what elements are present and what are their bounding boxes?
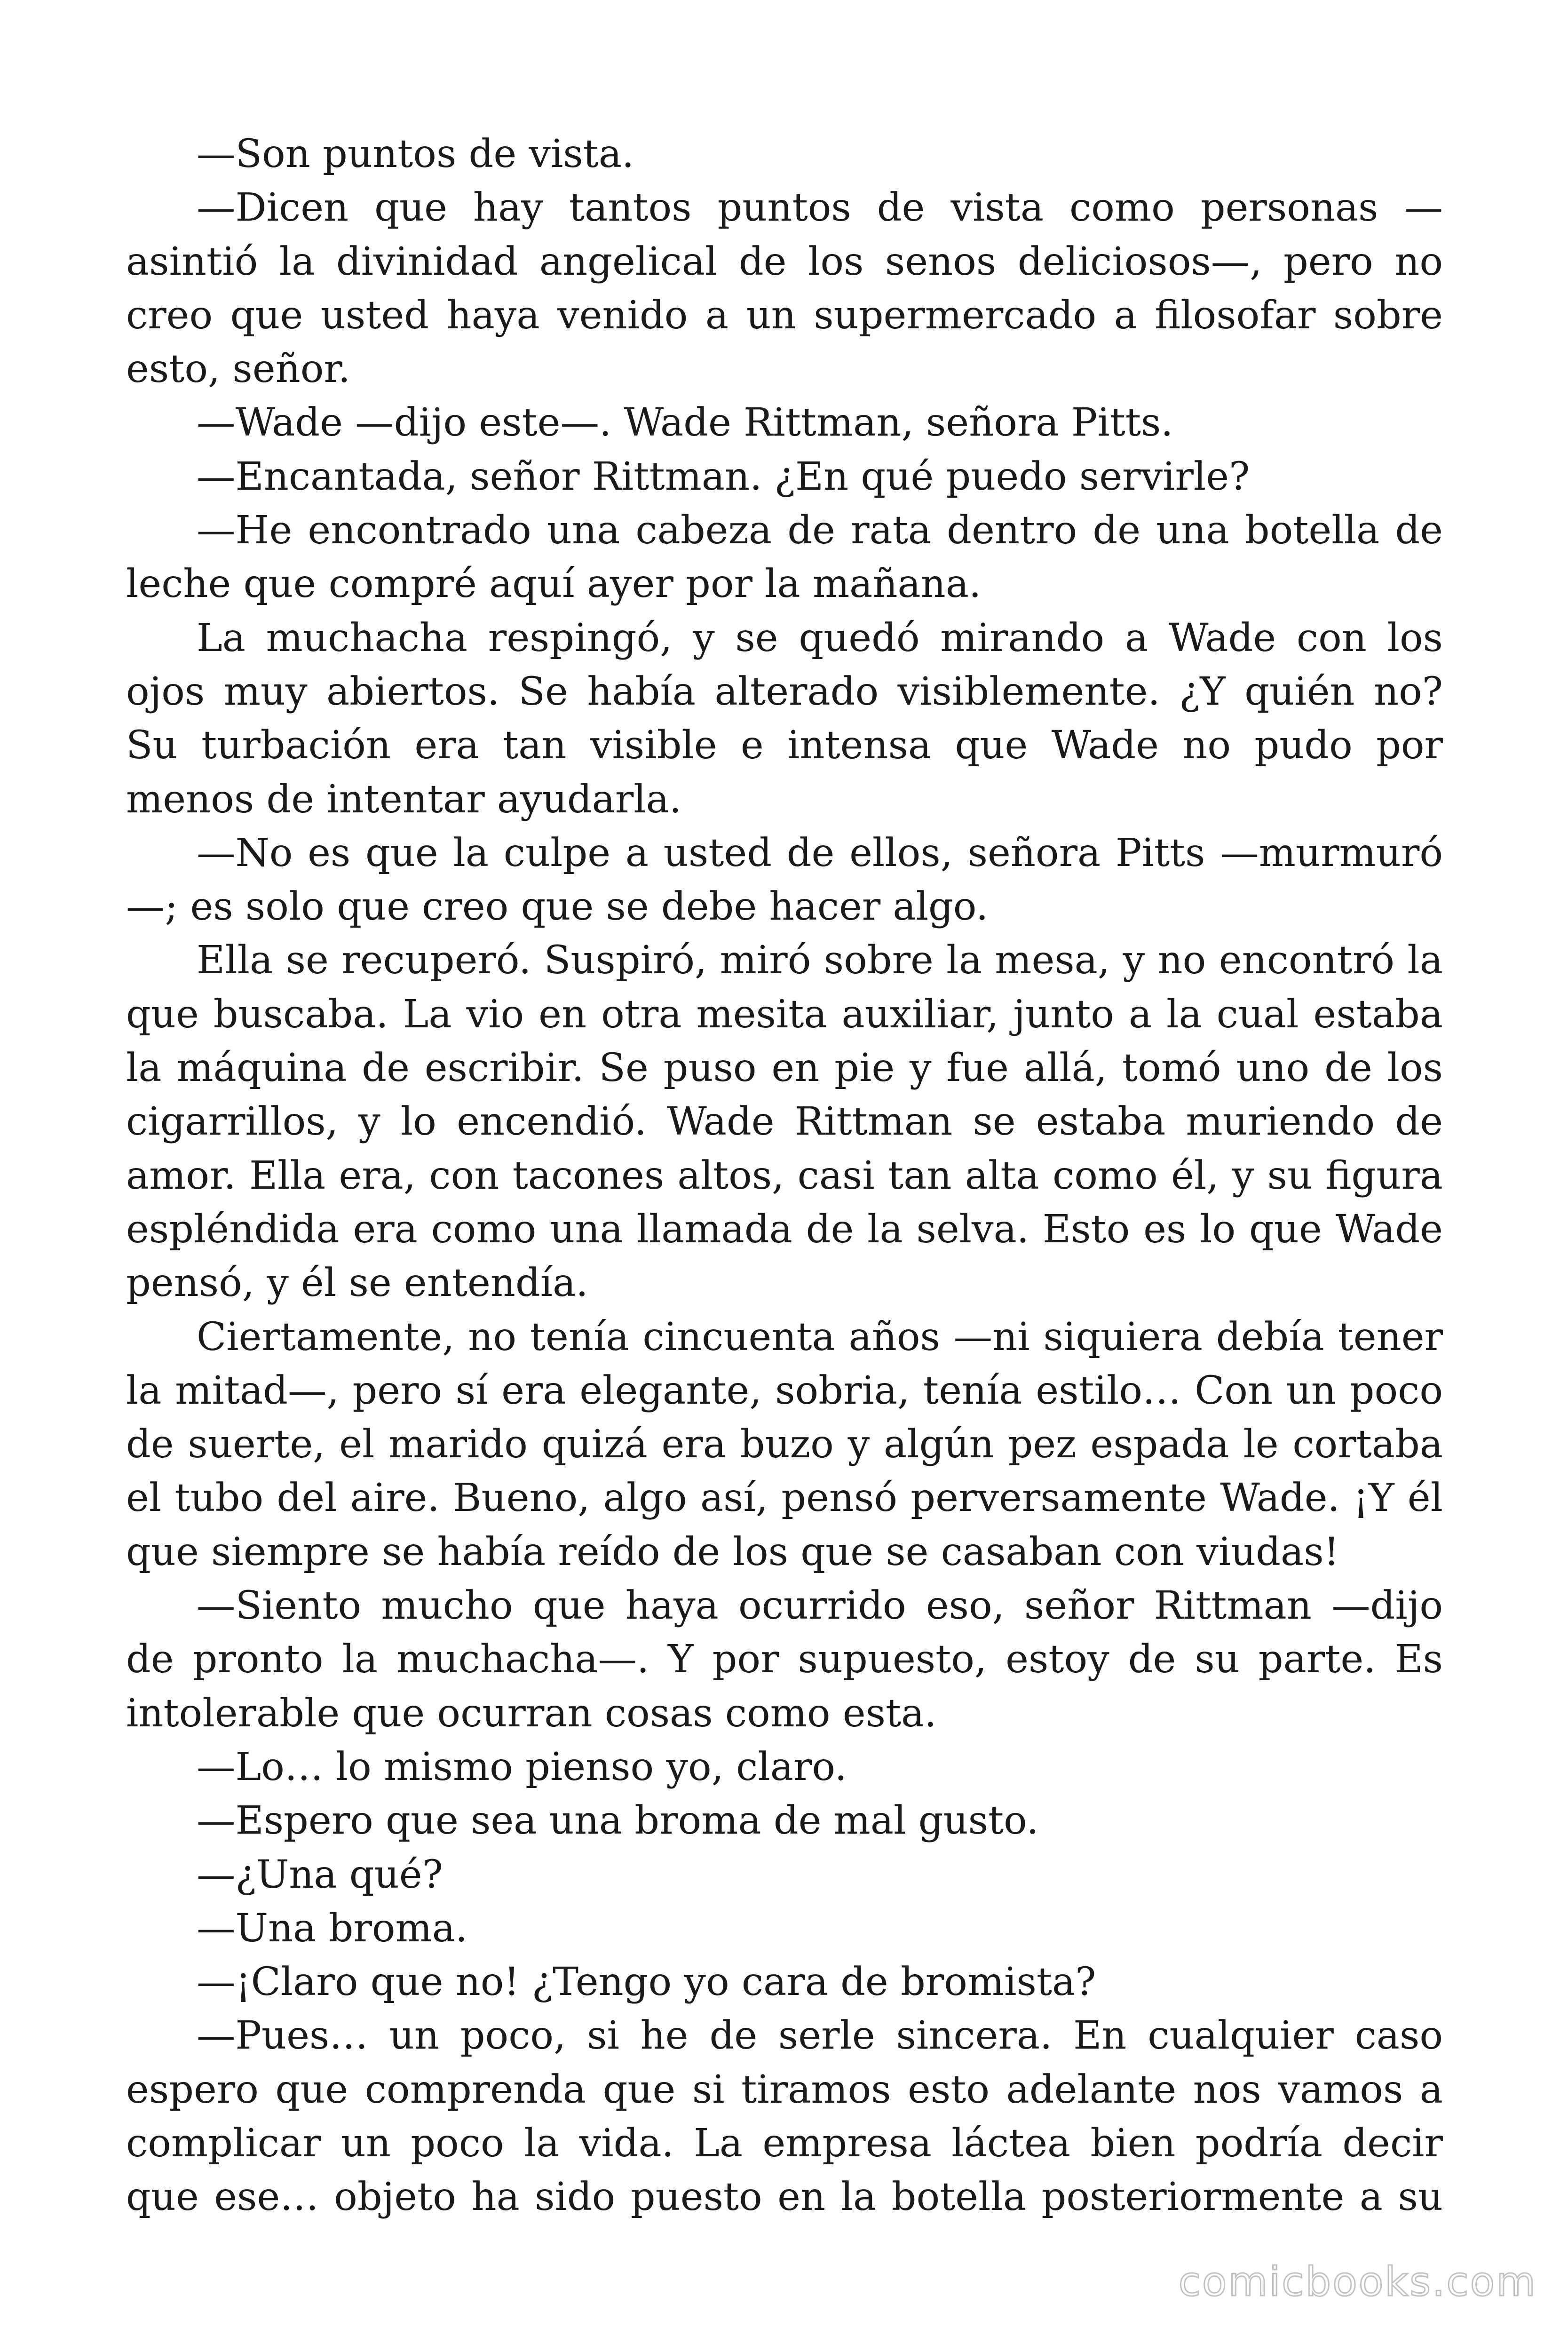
paragraph: —Wade —dijo este—. Wade Rittman, señora Pitts.	[197, 400, 1173, 445]
paragraph: —Lo… lo mismo pienso yo, claro.	[197, 1744, 847, 1789]
paragraph: —Dicen que hay tantos puntos de vista como personas —asintió la divinidad angelical de los senos deliciosos—, pero no creo que usted haya venido a un supermercado a filosofar sobre esto, señor.	[126, 185, 1443, 392]
paragraph: —Encantada, señor Rittman. ¿En qué puedo servirle?	[197, 453, 1250, 499]
watermark: comicbooks.com	[1178, 2258, 1537, 2305]
paragraph: Ciertamente, no tenía cincuenta años —ni siquiera debía tener la mitad—, pero sí era elegante, sobria, tenía estilo… Con un poco de suerte, el marido quizá era buzo y algún pez espada le cortaba el tubo del aire. Bueno, algo así, pensó perversamente Wade. ¡Y él que siempre se había reído de los que se casaban con viudas!	[126, 1314, 1443, 1574]
paragraph-continued: —Pues… un poco, si he de serle sincera. En cualquier caso espero que comprenda que si tiramos esto adelante nos vamos a complicar un poco la vida. La empresa láctea bien podría decir que ese… objeto ha sido puesto en la botella posteriormente a su	[126, 2013, 1443, 2220]
paragraph: —No es que la culpe a usted de ellos, señora Pitts —murmuró—; es solo que creo que se debe hacer algo.	[126, 830, 1443, 930]
page-body	[126, 127, 1443, 2224]
paragraph: —Espero que sea una broma de mal gusto.	[197, 1798, 1039, 1843]
paragraph: La muchacha respingó, y se quedó mirando a Wade con los ojos muy abiertos. Se había alterado visiblemente. ¿Y quién no? Su turbación era tan visible e intensa que Wade no pudo por menos de intentar ayudarla.	[126, 615, 1443, 822]
paragraph: —¡Claro que no! ¿Tengo yo cara de bromista?	[197, 1959, 1096, 2005]
paragraph: —Siento mucho que haya ocurrido eso, señor Rittman —dijo de pronto la muchacha—. Y por supuesto, estoy de su parte. Es intolerable que ocurran cosas como esta.	[126, 1583, 1443, 1736]
paragraph: —Una broma.	[197, 1905, 468, 1951]
paragraph: Ella se recuperó. Suspiró, miró sobre la mesa, y no encontró la que buscaba. La vio en otra mesita auxiliar, junto a la cual estaba la máquina de escribir. Se puso en pie y fue allá, tomó uno de los cigarrillos, y lo encendió. Wade Rittman se estaba muriendo de amor. Ella era, con tacones altos, casi tan alta como él, y su figura espléndida era como una llamada de la selva. Esto es lo que Wade pensó, y él se entendía.	[126, 938, 1443, 1306]
paragraph: —He encontrado una cabeza de rata dentro de una botella de leche que compré aquí ayer por la mañana.	[126, 508, 1443, 607]
paragraph: —¿Una qué?	[197, 1851, 443, 1897]
paragraph: —Son puntos de vista.	[197, 131, 634, 176]
